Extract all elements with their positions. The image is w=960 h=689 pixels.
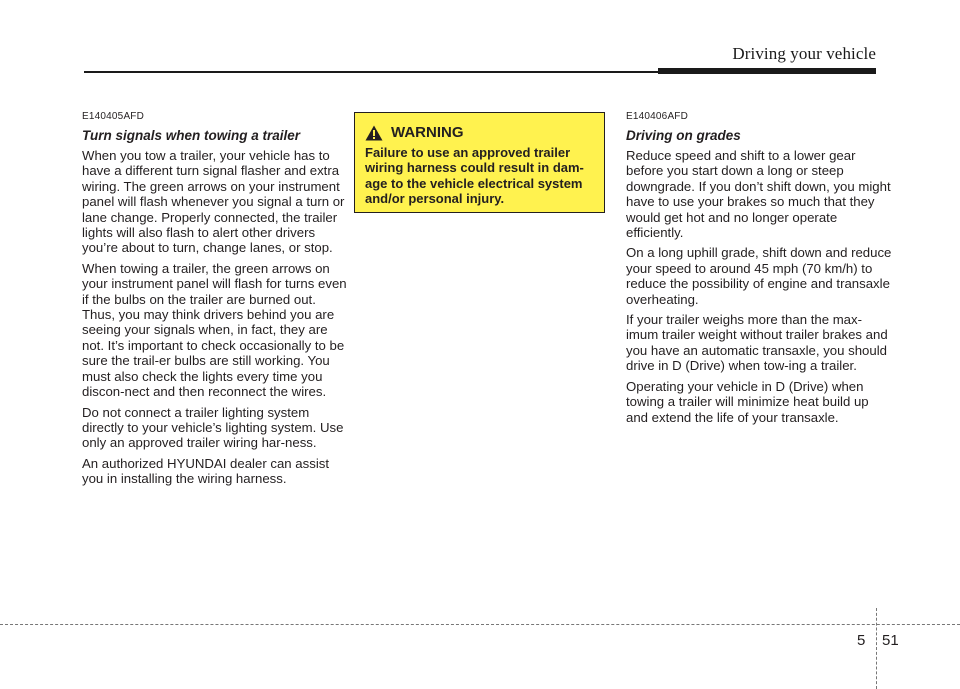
warning-triangle-icon xyxy=(365,125,383,141)
section-code: E140405AFD xyxy=(82,111,145,122)
footer-dashed-rule xyxy=(0,624,960,625)
page-number: 51 xyxy=(882,632,899,649)
section-heading: Turn signals when towing a trailer xyxy=(82,128,301,143)
section-code: E140406AFD xyxy=(626,111,689,122)
right-column xyxy=(626,111,894,430)
chapter-number: 5 xyxy=(857,632,866,649)
paragraph: If your trailer weighs more than the max-imum trailer weight without trailer brakes and you have an automatic transaxle, you should drive in D (Drive) when tow-ing a trailer. xyxy=(626,312,888,374)
warning-title: WARNING xyxy=(391,124,464,141)
left-column xyxy=(82,111,350,492)
header-rule xyxy=(84,71,660,73)
warning-header xyxy=(365,124,598,141)
section-title: Driving your vehicle xyxy=(732,44,876,63)
paragraph: When you tow a trailer, your vehicle has to have a different turn signal flasher and extra wiring. The green arrows on your instrument panel will flash whenever you signal a turn or lane change. Properly connected, the trailer lights will also flash to alert other drivers you’re about to turn, change lanes, or stop. xyxy=(82,148,345,256)
footer-dashed-divider xyxy=(876,608,877,689)
warning-text: Failure to use an approved trailer wiring harness could result in dam-age to the vehicle electrical system and/or personal injury. xyxy=(365,145,584,207)
paragraph: Reduce speed and shift to a lower gear before you start down a long or steep downgrade. If you don’t shift down, you might have to use your brakes so much that they would get hot and no longer operate efficiently. xyxy=(626,148,891,241)
paragraph: Do not connect a trailer lighting system directly to your vehicle’s lighting system. Use only an approved trailer wiring har-ness. xyxy=(82,404,344,451)
paragraph: On a long uphill grade, shift down and reduce your speed to around 45 mph (70 km/h) to reduce the possibility of engine and transaxle overheating. xyxy=(626,245,892,307)
paragraph: Operating your vehicle in D (Drive) when towing a trailer will minimize heat build up and extend the life of your transaxle. xyxy=(626,378,869,425)
section-heading: Driving on grades xyxy=(626,128,741,143)
paragraph: An authorized HYUNDAI dealer can assist you in installing the wiring harness. xyxy=(82,455,330,487)
header-rule-thick xyxy=(658,68,876,74)
paragraph: When towing a trailer, the green arrows on your instrument panel will flash for turns even if the bulbs on the trailer are burned out. Thus, you may think drivers behind you are seeing your signals when, in fact, they are not. It’s important to check occasionally to be sure the trail-er bulbs are still working. You must also check the lights every time you discon-nect and then reconnect the wires. xyxy=(82,260,347,400)
warning-box xyxy=(354,112,605,213)
